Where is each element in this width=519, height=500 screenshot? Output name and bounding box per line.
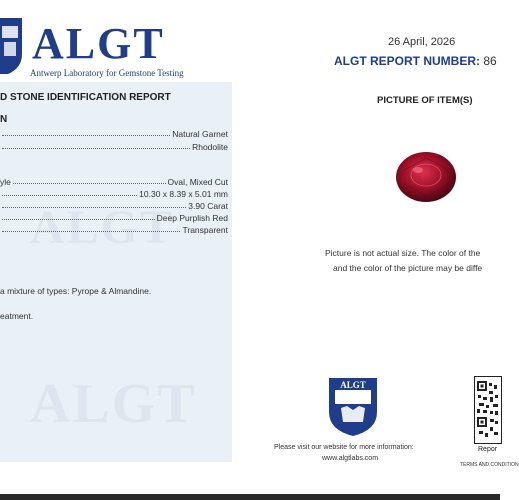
report-title: D STONE IDENTIFICATION REPORT bbox=[0, 92, 171, 103]
algt-shield-icon bbox=[0, 14, 24, 76]
detail-row-weight: 3.90 Carat bbox=[0, 199, 228, 211]
visit-website-text: Please visit our website for more information: bbox=[274, 444, 414, 451]
watermark-logo-bottom: ALGT bbox=[30, 373, 197, 435]
detail-row-variety: Rhodolite bbox=[0, 140, 228, 152]
detail-row-measurements: 10.30 x 8.39 x 5.01 mm bbox=[0, 187, 228, 199]
disclaimer-line-2: and the color of the picture may be diffe bbox=[333, 263, 483, 273]
section-heading: N bbox=[0, 114, 8, 125]
qr-code bbox=[474, 376, 502, 444]
report-details-panel bbox=[0, 82, 232, 462]
terms-and-conditions-link[interactable]: TERMS AND CONDITION bbox=[460, 462, 519, 468]
report-date: 26 April, 2026 bbox=[388, 36, 456, 48]
website-link[interactable]: www.algtlabs.com bbox=[322, 455, 379, 462]
picture-title: PICTURE OF ITEM(S) bbox=[377, 95, 473, 106]
gemstone-image bbox=[394, 150, 458, 204]
detail-row-color: Deep Purplish Red bbox=[0, 211, 228, 223]
watermark-logo-top: ALGT bbox=[30, 201, 175, 254]
report-verify-label: Repor bbox=[478, 446, 498, 453]
detail-row-shape: yle Oval, Mixed Cut bbox=[0, 177, 228, 187]
comment-line-treatment: eatment. bbox=[0, 311, 34, 321]
algt-logo-text: ALGT bbox=[32, 19, 165, 68]
algt-logo-subtitle: Antwerp Laboratory for Gemstone Testing bbox=[30, 68, 184, 78]
report-number-value: 86 bbox=[483, 54, 497, 68]
algt-footer-shield-icon bbox=[327, 376, 379, 438]
disclaimer-line-1: Picture is not actual size. The color of the bbox=[325, 248, 481, 258]
bottom-edge-bar bbox=[0, 494, 500, 500]
comment-line-types: a mixture of types: Pyrope & Almandine. bbox=[0, 286, 152, 296]
detail-row-transparency: Transparent bbox=[0, 223, 228, 235]
footer-logo-text: ALGT bbox=[340, 380, 366, 390]
detail-row-species: Natural Garnet bbox=[0, 127, 228, 139]
report-number: ALGT REPORT NUMBER: 86 bbox=[334, 54, 497, 68]
